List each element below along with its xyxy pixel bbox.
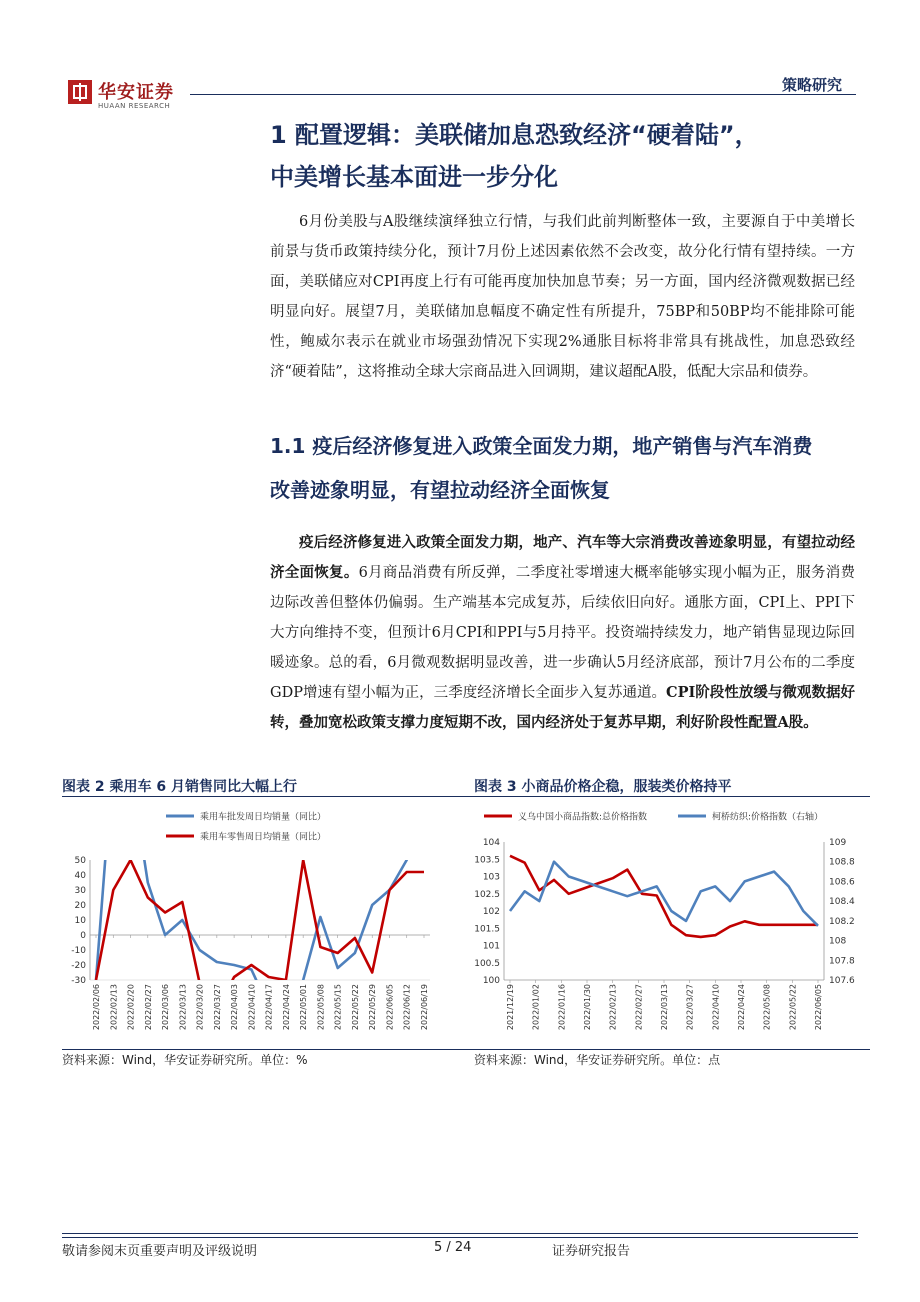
x-tick-label: 2022/04/10 (247, 984, 257, 1031)
y2-tick-label: 108.2 (829, 916, 855, 927)
section-1-heading (270, 114, 870, 198)
x-tick-label: 2022/05/15 (333, 984, 343, 1031)
x-tick-label: 2022/02/27 (634, 984, 644, 1031)
y2-tick-label: 107.6 (829, 976, 855, 986)
x-tick-label: 2022/02/13 (109, 984, 119, 1031)
y-tick-label: 102.5 (474, 889, 500, 900)
figure-3-title: 图表 3 小商品价格企稳，服装类价格持平 (474, 779, 732, 795)
y-tick-label: -20 (71, 961, 86, 971)
legend-label-2: 乘用车零售周日均销量（同比） (200, 832, 327, 843)
y-tick-label: 101.5 (474, 924, 500, 935)
y-tick-label: -30 (71, 976, 86, 986)
y-tick-label: 101 (482, 941, 500, 952)
x-tick-label: 2022/03/13 (660, 984, 669, 1031)
figure-3-source: 资料来源：Wind，华安证券研究所。单位：点 (474, 1053, 721, 1067)
x-tick-label: 2022/01/30 (583, 984, 592, 1031)
x-tick-label: 2022/02/13 (608, 984, 618, 1031)
logo-name: 华安证券 (98, 82, 174, 103)
footer-disclaimer: 敬请参阅末页重要声明及评级说明 (62, 1244, 258, 1259)
x-tick-label: 2022/04/10 (711, 984, 721, 1031)
x-tick-label: 2022/06/12 (402, 984, 412, 1031)
y2-tick-label: 108.4 (829, 897, 855, 908)
series-line-2 (510, 862, 818, 926)
y-tick-label: 103.5 (474, 855, 500, 866)
x-tick-label: 2022/04/24 (737, 984, 746, 1031)
x-tick-label: 2022/05/29 (368, 984, 378, 1031)
figure-3-chart (470, 800, 870, 1052)
report-category: 策略研究 (781, 76, 842, 94)
y2-tick-label: 107.8 (829, 956, 855, 967)
x-tick-label: 2022/01/16 (557, 984, 567, 1031)
y-tick-label: 102 (482, 907, 500, 917)
x-tick-label: 2022/06/05 (814, 984, 823, 1031)
y2-tick-label: 108.8 (829, 857, 855, 868)
section-1-heading-line1: 1 配置逻辑：美联储加息恐致经济“硬着陆”， (270, 121, 759, 149)
x-tick-label: 2022/03/20 (195, 984, 205, 1031)
footer-divider (62, 1233, 858, 1234)
y-tick-label: 100 (482, 976, 500, 986)
x-tick-label: 2022/04/24 (281, 984, 291, 1031)
price-index-chart-svg (470, 800, 870, 1048)
x-tick-label: 2022/03/13 (178, 984, 188, 1031)
x-tick-label: 2022/05/08 (762, 984, 772, 1031)
figure-2-chart (62, 800, 462, 1052)
figure-top-rule (62, 796, 870, 797)
section-1-1-heading-line1: 1.1 疫后经济修复进入政策全面发力期，地产销售与汽车消费 (270, 434, 813, 458)
paragraph-body: 6月商品消费有所反弹，二季度社零增速大概率能够实现小幅为正，服务消费边际改善但整体仍偏弱。生产端基本完成复苏，后续依旧向好。通胀方面，CPI上、PPI下大方向维持不变，但预计6月CPI和PPI与5月持平。投资端持续发力，地产销售显现边际回暖迹象。总的看，6月微观数据明显改善，进一步确认5月经济底部，预计7月公布的二季度GDP增速有望小幅为正，三季度经济增长全面步入复苏通道。 (270, 565, 856, 701)
footer-divider-thin (62, 1237, 858, 1238)
section-1-1-paragraph (270, 528, 855, 738)
y-tick-label: 103 (482, 872, 500, 883)
y-tick-label: 104 (482, 838, 500, 848)
y-tick-label: 40 (74, 871, 86, 881)
figure-bottom-rule (62, 1049, 870, 1050)
x-tick-label: 2022/02/27 (143, 984, 153, 1031)
x-tick-label: 2022/04/03 (230, 984, 240, 1031)
section-1-1-heading-line2: 改善迹象明显，有望拉动经济全面恢复 (270, 478, 610, 502)
logo-english: HUAAN RESEARCH (98, 102, 171, 110)
page-number: 5 / 24 (434, 1240, 472, 1255)
car-sales-chart-svg (62, 800, 462, 1048)
x-tick-label: 2022/02/06 (92, 984, 101, 1031)
section-1-heading-line2: 中美增长基本面进一步分化 (270, 163, 558, 191)
y-tick-label: 20 (74, 901, 86, 911)
figure-2-title: 图表 2 乘用车 6 月销售同比大幅上行 (62, 779, 297, 795)
company-logo (68, 78, 183, 114)
legend-label-1: 乘用车批发周日均销量（同比） (200, 812, 327, 823)
y-tick-label: 10 (74, 916, 86, 926)
paragraph-bold-conclusion: CPI阶段性放缓与微观数据好转，叠加宽松政策支撑力度短期不改，国内经济处于复苏早期，利好阶段性配置A股。 (270, 684, 855, 731)
x-tick-label: 2022/03/27 (685, 984, 695, 1031)
y-tick-label: 50 (74, 856, 86, 866)
paragraph-bold-lead: 疫后经济修复进入政策全面发力期，地产、汽车等大宗消费改善迹象明显，有望拉动经济全面恢复。 (270, 534, 855, 581)
x-tick-label: 2022/05/01 (299, 984, 309, 1031)
legend-label-1: 义乌中国小商品指数:总价格指数 (518, 812, 648, 823)
y2-tick-label: 108.6 (829, 877, 855, 888)
x-tick-label: 2022/05/22 (788, 984, 798, 1031)
x-tick-label: 2021/12/19 (506, 984, 515, 1031)
legend-label-2: 柯桥纺织:价格指数（右轴） (712, 812, 824, 823)
x-tick-label: 2022/01/02 (531, 984, 541, 1031)
y-tick-label: -10 (71, 946, 86, 956)
y-tick-label: 0 (80, 931, 86, 941)
y-tick-label: 30 (74, 886, 86, 896)
section-1-paragraph: 6月份美股与A股继续演绎独立行情，与我们此前判断整体一致，主要源自于中美增长前景与货币政策持续分化，预计7月份上述因素依然不会改变，故分化行情有望持续。一方面，美联储应对CPI再度上行有可能再度加快加息节奏；另一方面，国内经济微观数据已经明显向好。展望7月，美联储加息幅度不确定性有所提升，75BP和50BP均不能排除可能性，鲍威尔表示在就业市场强劲情况下实现2%通胀目标将非常具有挑战性，加息恐致经济“硬着陆”，这将推动全球大宗商品进入回调期，建议超配A股，低配大宗品和债券。 (270, 214, 855, 380)
logo-icon (68, 80, 92, 104)
x-tick-label: 2022/02/20 (126, 984, 136, 1031)
x-tick-label: 2022/06/19 (420, 984, 429, 1031)
x-tick-label: 2022/03/27 (212, 984, 222, 1031)
y-tick-label: 100.5 (474, 958, 500, 969)
x-tick-label: 2022/06/05 (385, 984, 395, 1031)
x-tick-label: 2022/03/06 (161, 984, 171, 1031)
x-tick-label: 2022/05/22 (350, 984, 360, 1031)
figure-2-source: 资料来源：Wind，华安证券研究所。单位：% (62, 1053, 308, 1067)
y2-tick-label: 109 (829, 838, 847, 848)
section-1-1-heading (270, 424, 860, 512)
y2-tick-label: 108 (829, 936, 847, 947)
footer-report-type: 证券研究报告 (552, 1244, 631, 1259)
x-tick-label: 2022/04/17 (264, 984, 274, 1031)
x-tick-label: 2022/05/08 (316, 984, 326, 1031)
header-divider (190, 94, 856, 95)
